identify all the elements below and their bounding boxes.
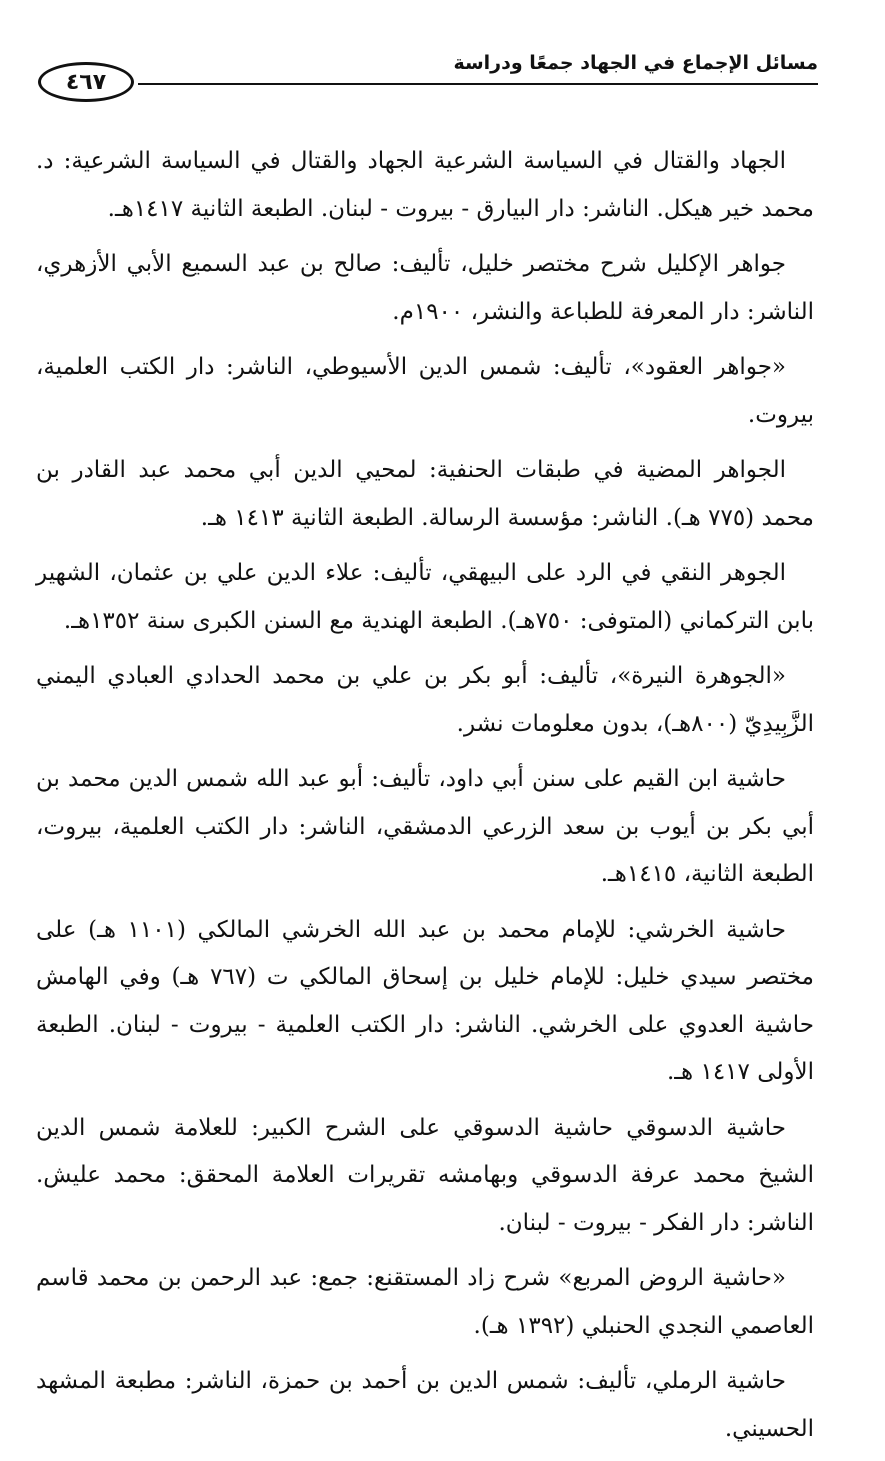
running-header [38,46,818,106]
bibliography-list [36,138,814,1461]
bibliography-entry: حاشية ابن القيم على سنن أبي داود، تأليف: أبو عبد الله شمس الدين محمد بن أبي بكر بن أيوب بن سعد الزرعي الدمشقي، الناشر: دار الكتب العلمية، بيروت، الطبعة الثانية، ١٤١٥هـ. [36,766,814,887]
bibliography-entry: «جواهر العقود»، تأليف: شمس الدين الأسيوطي، الناشر: دار الكتب العلمية، بيروت. [36,354,814,428]
bibliography-entry: «الجوهرة النيرة»، تأليف: أبو بكر بن علي بن محمد الحدادي العبادي اليمني الزَّبِيدِيّ (٨٠٠هـ)، بدون معلومات نشر. [36,663,814,737]
bibliography-entry: الجوهر النقي في الرد على البيهقي، تأليف: علاء الدين علي بن عثمان، الشهير بابن التركماني (المتوفى: ٧٥٠هـ). الطبعة الهندية مع السنن الكبرى سنة ١٣٥٢هـ. [36,560,814,634]
bibliography-entry: الجهاد والقتال في السياسة الشرعية الجهاد والقتال في السياسة الشرعية: د. محمد خير هيكل. الناشر: دار البيارق - بيروت - لبنان. الطبعة الثانية ١٤١٧هـ. [36,148,814,222]
bibliography-entry: الجواهر المضية في طبقات الحنفية: لمحيي الدين أبي محمد عبد القادر بن محمد (٧٧٥ هـ). الناشر: مؤسسة الرسالة. الطبعة الثانية ١٤١٣ هـ. [36,457,814,531]
bibliography-entry: «حاشية الروض المربع» شرح زاد المستقنع: جمع: عبد الرحمن بن محمد قاسم العاصمي النجدي الحنبلي (١٣٩٢ هـ). [36,1265,814,1339]
header-rule [138,83,818,85]
bibliography-entry: حاشية الخرشي: للإمام محمد بن عبد الله الخرشي المالكي (١١٠١ هـ) على مختصر سيدي خليل: للإمام خليل بن إسحاق المالكي ت (٧٦٧ هـ) وفي الهامش حاشية العدوي على الخرشي. الناشر: دار الكتب العلمية - بيروت - لبنان. الطبعة الأولى ١٤١٧ هـ. [36,916,814,1085]
bibliography-entry: حاشية الرملي، تأليف: شمس الدين بن أحمد بن حمزة، الناشر: مطبعة المشهد الحسيني. [36,1368,814,1442]
header-title: مسائل الإجماع في الجهاد جمعًا ودراسة [453,52,818,74]
page-number: ٤٦٧ [38,62,134,102]
bibliography-entry: حاشية الدسوقي حاشية الدسوقي على الشرح الكبير: للعلامة شمس الدين الشيخ محمد عرفة الدسوقي وبهامشه تقريرات العلامة المحقق: محمد عليش. الناشر: دار الفكر - بيروت - لبنان. [36,1114,814,1236]
bibliography-entry: جواهر الإكليل شرح مختصر خليل، تأليف: صالح بن عبد السميع الأبي الأزهري، الناشر: دار المعرفة للطباعة والنشر، ١٩٠٠م. [36,251,814,325]
